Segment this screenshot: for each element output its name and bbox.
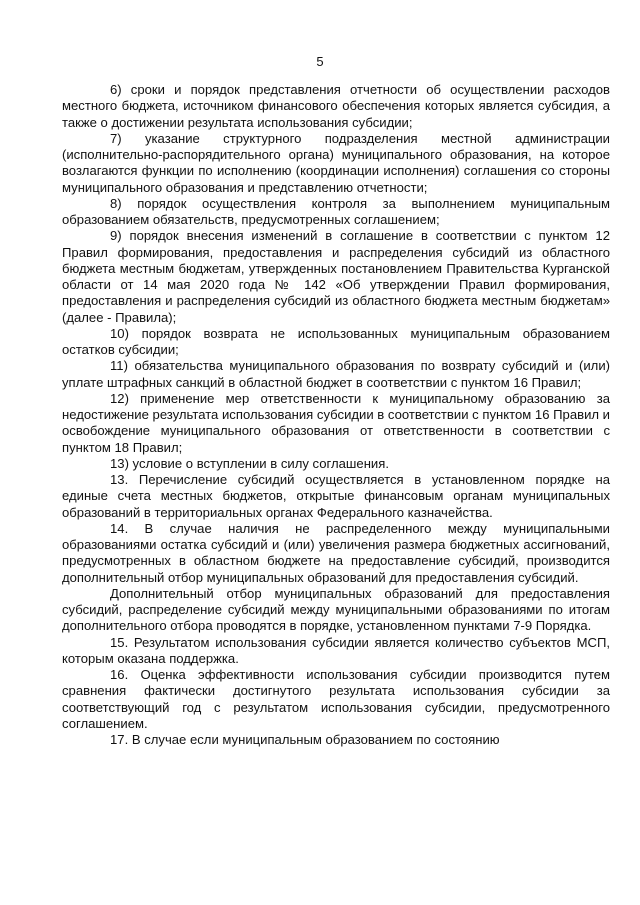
paragraph-item-8: 8) порядок осуществления контроля за выполнением муниципальным образованием обязательств, предусмотренных соглашением;: [62, 195, 610, 227]
paragraph-13: 13. Перечисление субсидий осуществляется в установленном порядке на единые счета местных бюджетов, открытые финансовым органам муниципальных образований в территориальных органах Федерального казначейства.: [62, 472, 610, 520]
paragraph-item-9: 9) порядок внесения изменений в соглашение в соответствии с пунктом 12 Правил формирования, предоставления и распределения субсидий из областного бюджета местным бюджетам, утвержденных постановлением Правительства Курганской области от 14 мая 2020 года № 142 «Об утверждении Правил формирования, предоставления и распределения субсидий из областного бюджета местным бюджетам» (далее - Правила);: [62, 228, 610, 325]
paragraph-17: 17. В случае если муниципальным образованием по состоянию: [110, 732, 500, 747]
page-number: 5: [316, 54, 324, 69]
paragraph-item-6: 6) сроки и порядок представления отчетности об осуществлении расходов местного бюджета, источником финансового обеспечения которых является субсидия, а также о достижении результата использования субсидии;: [62, 82, 610, 130]
document-body: [62, 82, 610, 748]
paragraph-14: 14. В случае наличия не распределенного между муниципальными образованиями остатка субсидий и (или) увеличения размера бюджетных ассигнований, предусмотренных в областном бюджете на предоставление субсидий, производится дополнительный отбор муниципальных образований для предоставления субсидий.: [62, 520, 610, 585]
paragraph-item-7: 7) указание структурного подразделения местной администрации (исполнительно-распорядительного органа) муниципального образования, на которое возлагаются функции по исполнению (координации исполнения) соглашения со стороны муниципального образования и представлению отчетности;: [62, 130, 610, 195]
paragraph-item-11: 11) обязательства муниципального образования по возврату субсидий и (или) уплате штрафных санкций в областной бюджет в соответствии с пунктом 16 Правил;: [62, 358, 610, 390]
paragraph-16: 16. Оценка эффективности использования субсидии производится путем сравнения фактически достигнутого результата использования субсидии за соответствующий год с результатом использования субсидии, предусмотренного соглашением.: [62, 667, 610, 731]
paragraph-item-13: 13) условие о вступлении в силу соглашения.: [110, 455, 389, 471]
paragraph-14-continued: Дополнительный отбор муниципальных образований для предоставления субсидий, распределение субсидий между муниципальными образованиями по итогам дополнительного отбора проводятся в порядке, установленном пунктами 7-9 Порядка.: [62, 585, 610, 634]
paragraph-item-10: 10) порядок возврата не использованных муниципальным образованием остатков субсидии;: [62, 325, 610, 357]
paragraph-item-12: 12) применение мер ответственности к муниципальному образованию за недостижение результата использования субсидии в соответствии с пунктом 16 Правил и освобождение муниципального образования от ответственности в соответствии с пунктом 18 Правил;: [62, 390, 610, 455]
paragraph-15: 15. Результатом использования субсидии является количество субъектов МСП, которым оказана поддержка.: [62, 634, 610, 666]
